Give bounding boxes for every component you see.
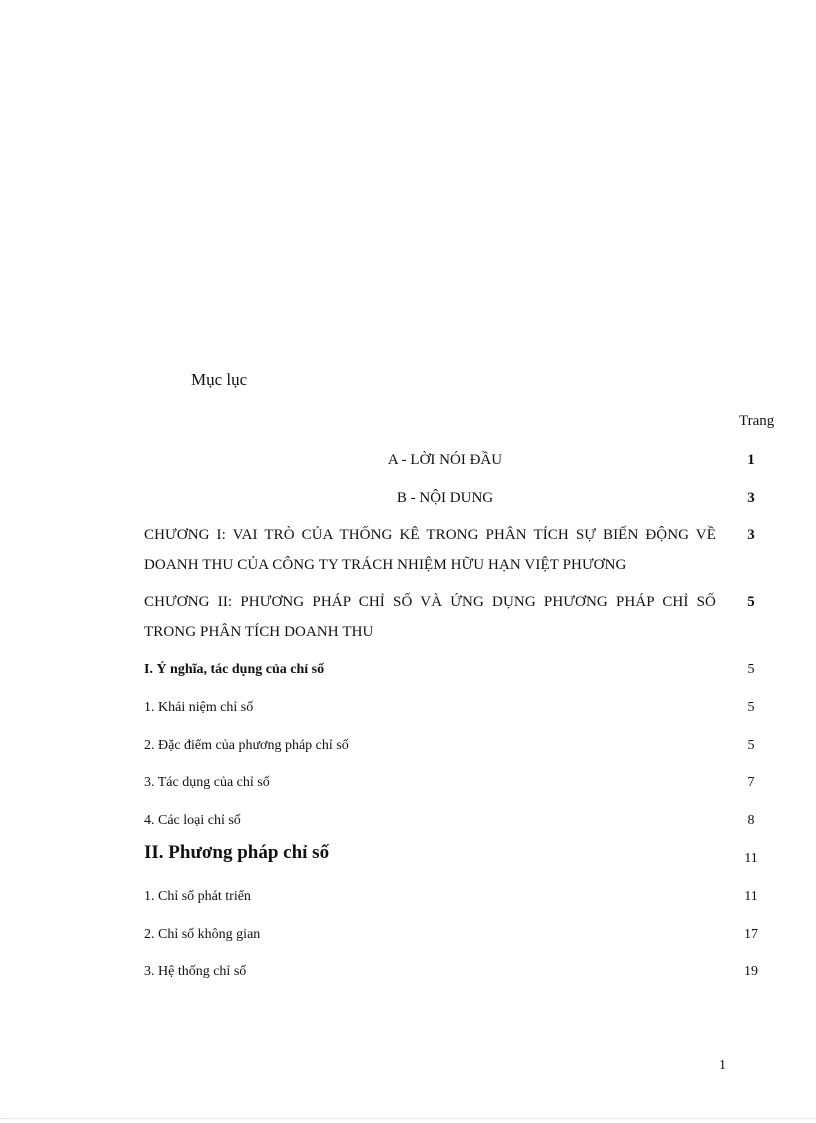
toc-entry-title: 1. Chỉ số phát triển — [144, 889, 251, 904]
toc-entry-page: 3 — [747, 490, 755, 506]
toc-entry-page: 17 — [744, 927, 758, 942]
toc-entry-title: CHƯƠNG II: PHƯƠNG PHÁP CHỈ SỐ VÀ ỨNG DỤNG PHƯƠNG PHÁP CHỈ SỐ TRONG PHÂN TÍCH DOANH THU — [144, 594, 716, 640]
toc-entry-title: 3. Tác dụng của chỉ số — [144, 775, 270, 790]
toc-entry-page: 11 — [744, 851, 758, 866]
toc-entry-title: A - LỜI NÓI ĐẦU — [387, 452, 503, 468]
toc-entry-title: B - NỘI DUNG — [396, 490, 494, 506]
toc-entry-page: 5 — [747, 594, 755, 610]
toc-heading: Mục lục — [191, 370, 248, 389]
toc-entry-title: CHƯƠNG I: VAI TRÒ CỦA THỐNG KÊ TRONG PHÂN TÍCH SỰ BIẾN ĐỘNG VỀ DOANH THU CỦA CÔNG TY TRÁCH NHIỆM HỮU HẠN VIỆT PHƯƠNG — [144, 527, 716, 573]
toc-entry-page: 11 — [744, 889, 758, 904]
toc-entry-page: 19 — [744, 964, 758, 979]
toc-entry-page: 5 — [747, 700, 755, 715]
toc-entry-page: 1 — [747, 452, 755, 468]
toc-entry-page: 5 — [747, 662, 755, 677]
toc-entry-title: 4. Các loại chỉ số — [144, 813, 241, 828]
page-column-label: Trang — [739, 413, 775, 429]
toc-entry-title: 2. Đặc điểm của phương pháp chỉ số — [144, 738, 349, 753]
toc-entry-title: 1. Khái niệm chỉ số — [144, 700, 254, 715]
toc-entry-title: 3. Hệ thống chỉ số — [144, 964, 247, 979]
page-number: 1 — [719, 1058, 726, 1073]
toc-entry-title: I. Ý nghĩa, tác dụng của chỉ số — [144, 662, 325, 677]
toc-entry-title: II. Phương pháp chỉ số — [144, 842, 330, 863]
toc-entry-page: 5 — [747, 738, 755, 753]
toc-entry-title: 2. Chỉ số không gian — [144, 927, 261, 942]
toc-entry-page: 3 — [747, 527, 755, 543]
toc-entry-page: 8 — [747, 813, 755, 828]
page-bottom-rule — [0, 1118, 816, 1119]
toc-entry-page: 7 — [747, 775, 755, 790]
